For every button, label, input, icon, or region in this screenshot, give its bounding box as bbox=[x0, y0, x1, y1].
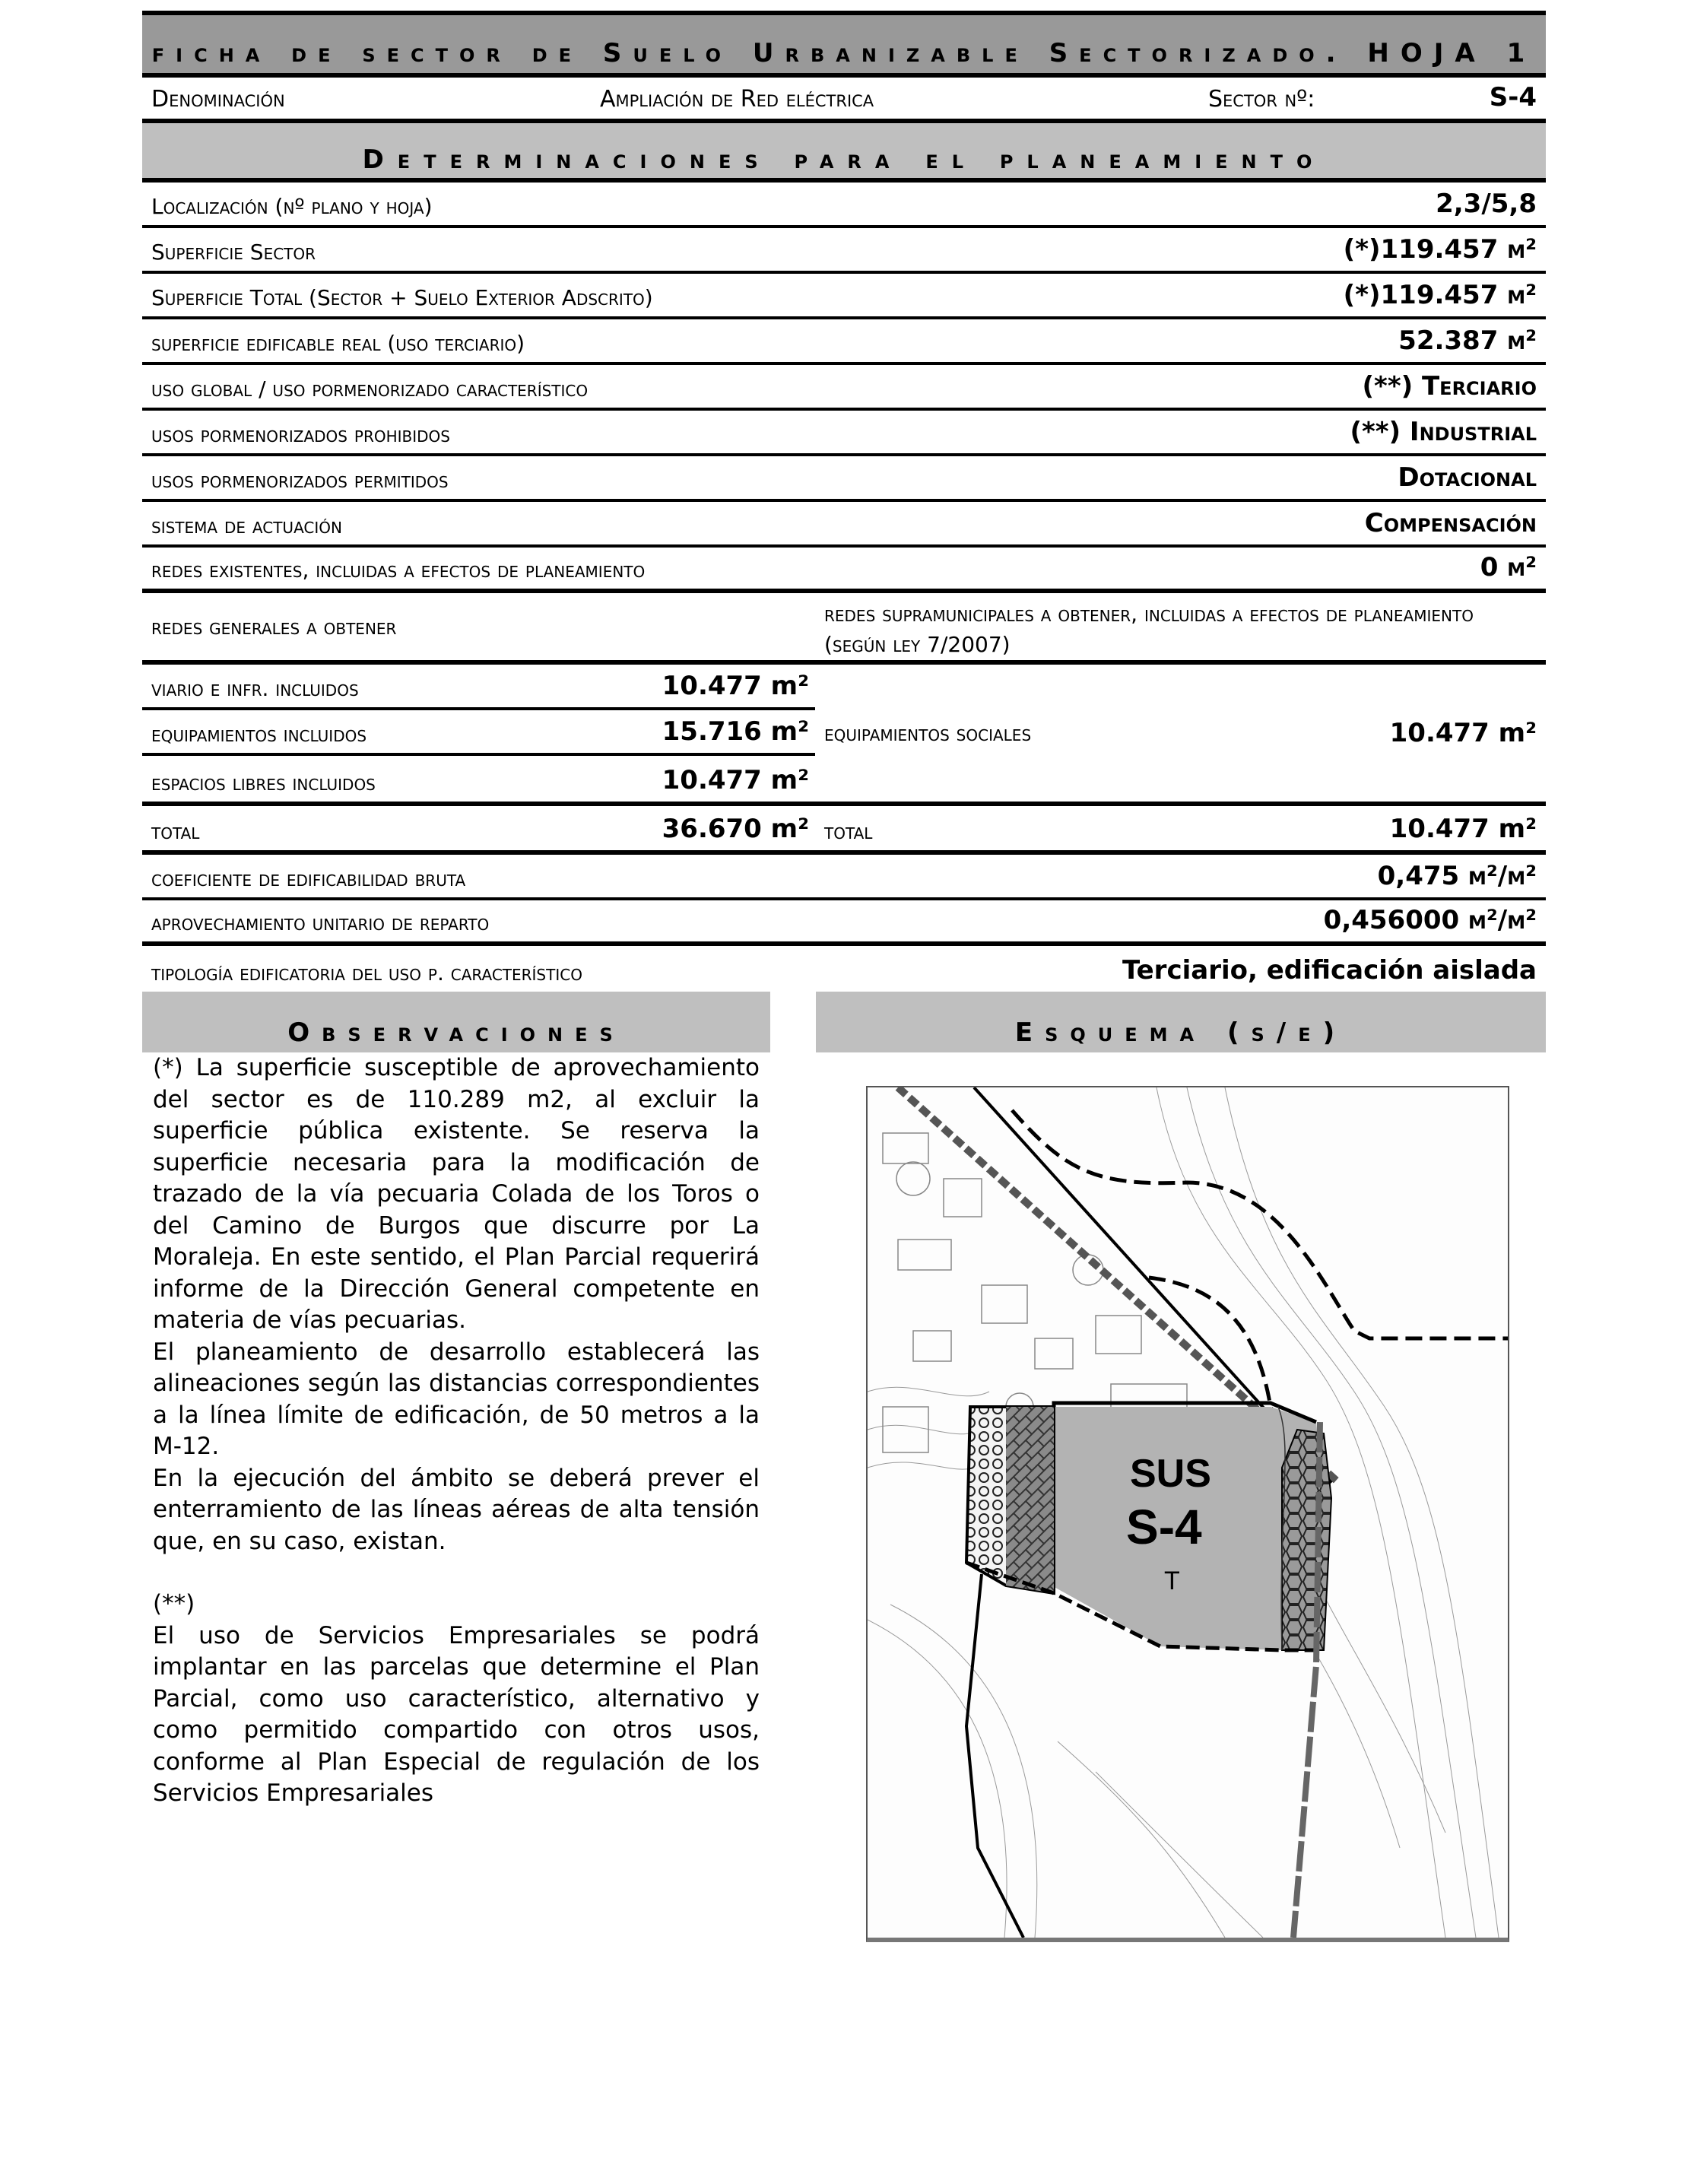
item-value: 10.477 m² bbox=[662, 765, 809, 795]
sector-number-value: S-4 bbox=[1489, 82, 1537, 113]
row-value: 52.387 m² bbox=[1398, 325, 1537, 356]
esquema-panel bbox=[816, 992, 1546, 1942]
row-label: usos pormenorizados prohibidos bbox=[151, 422, 450, 447]
redes-generales-list bbox=[142, 665, 815, 802]
row-value: (**) Terciario bbox=[1362, 371, 1537, 402]
list-item bbox=[142, 665, 815, 710]
row-value: Terciario, edificación aislada bbox=[1122, 955, 1537, 986]
redes-supramunicipales-item bbox=[815, 665, 1546, 802]
determinaciones-title: Determinaciones para el planeamiento bbox=[362, 144, 1326, 175]
table-row bbox=[142, 228, 1546, 274]
sector-number-label: Sector nº: bbox=[1208, 86, 1315, 113]
table-row bbox=[142, 502, 1546, 548]
observacion-paragraph: El uso de Servicios Empresariales se podrá implantar en las parcelas que determine el Plan Parcial, como uso característico, alternativo y como permitido compartido con otros usos, conforme al Plan Especial de regulación de los Servicios Empresariales bbox=[153, 1621, 760, 1807]
sheet-title: ficha de sector de Suelo Urbanizable Sectorizado. HOJA 1 bbox=[151, 38, 1537, 68]
observaciones-panel bbox=[142, 992, 770, 1942]
row-value: (*)119.457 m² bbox=[1343, 280, 1537, 310]
observacion-paragraph: En la ejecución del ámbito se deberá prever el enterramiento de las líneas aéreas de alta tensión que, en su caso, existan. bbox=[153, 1464, 760, 1555]
observaciones-title: Observaciones bbox=[287, 1017, 625, 1048]
list-item bbox=[142, 710, 815, 756]
table-row bbox=[142, 319, 1546, 365]
table-row bbox=[142, 946, 1546, 992]
row-label: Localización (nº plano y hoja) bbox=[151, 194, 433, 219]
map-drawing bbox=[868, 1087, 1508, 1938]
item-label: equipamientos incluidos bbox=[151, 722, 367, 747]
determinaciones-header bbox=[142, 123, 1546, 183]
total-label: total bbox=[151, 819, 200, 844]
list-item bbox=[142, 756, 815, 802]
row-value: 0,475 m²/m² bbox=[1377, 861, 1537, 891]
table-row bbox=[142, 365, 1546, 411]
observacion-paragraph: (*) La superficie susceptible de aprovechamiento del sector es de 110.289 m2, al excluir la superficie pública existente. Se reserva la superficie necesaria para la modificación de trazado de la vía pecuaria Colada de los Toros o del Camino de Burgos que discurre por La Moraleja. En este sentido, el Plan Parcial requerirá informe de la Dirección General competente en materia de vías pecuarias. bbox=[153, 1054, 760, 1334]
map-use-label: T bbox=[1164, 1567, 1180, 1595]
table-row bbox=[142, 456, 1546, 502]
redes-supramunicipales-label: redes supramunicipales a obtener, incluidas a efectos de planeamiento (según ley 7/2007) bbox=[824, 602, 1474, 657]
spacer bbox=[142, 1557, 770, 1589]
total-label: total bbox=[824, 819, 873, 844]
row-value: 0,456000 m²/m² bbox=[1323, 905, 1537, 935]
total-value: 10.477 m² bbox=[1389, 814, 1537, 844]
item-value: 10.477 m² bbox=[1389, 718, 1537, 748]
item-label: viario e infr. incluidos bbox=[151, 676, 359, 701]
denominacion-value: Ampliación de Red eléctrica bbox=[600, 86, 874, 113]
table-row bbox=[142, 411, 1546, 456]
table-row bbox=[142, 274, 1546, 319]
item-value: 15.716 m² bbox=[662, 716, 809, 747]
map-zone-label: SUS bbox=[1130, 1452, 1211, 1496]
row-value: Dotacional bbox=[1398, 462, 1537, 493]
esquema-title: Esquema (s/e) bbox=[1014, 1017, 1347, 1048]
table-row bbox=[142, 183, 1546, 228]
sector-map bbox=[866, 1086, 1509, 1942]
row-label: superficie edificable real (uso terciario) bbox=[151, 331, 525, 356]
item-label: espacios libres incluidos bbox=[151, 770, 376, 795]
observacion-paragraph: El planeamiento de desarrollo establecerá las alineaciones según las distancias correspondientes a la línea límite de edificación, de 50 metros a la M-12. bbox=[153, 1338, 760, 1460]
row-value: Compensación bbox=[1364, 508, 1537, 538]
redes-grid bbox=[142, 665, 1546, 802]
redes-header-row bbox=[142, 593, 1546, 665]
row-value: (*)119.457 m² bbox=[1343, 234, 1537, 265]
sheet-title-bar bbox=[142, 11, 1546, 78]
redes-total-row bbox=[142, 802, 1546, 855]
item-label: equipamientos sociales bbox=[824, 720, 1032, 746]
row-label: tipología edificatoria del uso p. característico bbox=[151, 960, 582, 986]
row-label: usos pormenorizados permitidos bbox=[151, 468, 449, 493]
map-sector-label: S-4 bbox=[1126, 1500, 1202, 1554]
generales-total bbox=[142, 806, 815, 850]
row-label: sistema de actuación bbox=[151, 513, 342, 538]
denominacion-row bbox=[142, 78, 1546, 123]
row-label: aprovechamiento unitario de reparto bbox=[151, 910, 490, 935]
row-label: coeficiente de edificabilidad bruta bbox=[151, 866, 466, 891]
row-label: redes existentes, incluidas a efectos de planeamiento bbox=[151, 557, 646, 583]
denominacion-label: Denominación bbox=[151, 86, 285, 113]
supramunicipales-total bbox=[815, 806, 1546, 850]
row-label: Superficie Sector bbox=[151, 240, 316, 265]
esquema-header bbox=[816, 992, 1546, 1052]
total-value: 36.670 m² bbox=[662, 814, 809, 844]
row-value: (**) Industrial bbox=[1350, 417, 1537, 447]
table-row bbox=[142, 548, 1546, 593]
ficha-sector bbox=[142, 11, 1546, 1942]
redes-generales-label: redes generales a obtener bbox=[151, 614, 397, 640]
row-label: uso global / uso pormenorizado característico bbox=[151, 376, 589, 402]
row-label: Superficie Total (Sector + Suelo Exterior Adscrito) bbox=[151, 285, 653, 310]
observaciones-header bbox=[142, 992, 770, 1052]
row-value: 2,3/5,8 bbox=[1436, 189, 1537, 219]
bottom-section bbox=[142, 992, 1546, 1942]
observacion-footnote-marker: (**) bbox=[153, 1590, 195, 1617]
row-value: 0 m² bbox=[1480, 552, 1537, 583]
table-row bbox=[142, 900, 1546, 946]
item-value: 10.477 m² bbox=[662, 671, 809, 701]
table-row bbox=[142, 855, 1546, 900]
